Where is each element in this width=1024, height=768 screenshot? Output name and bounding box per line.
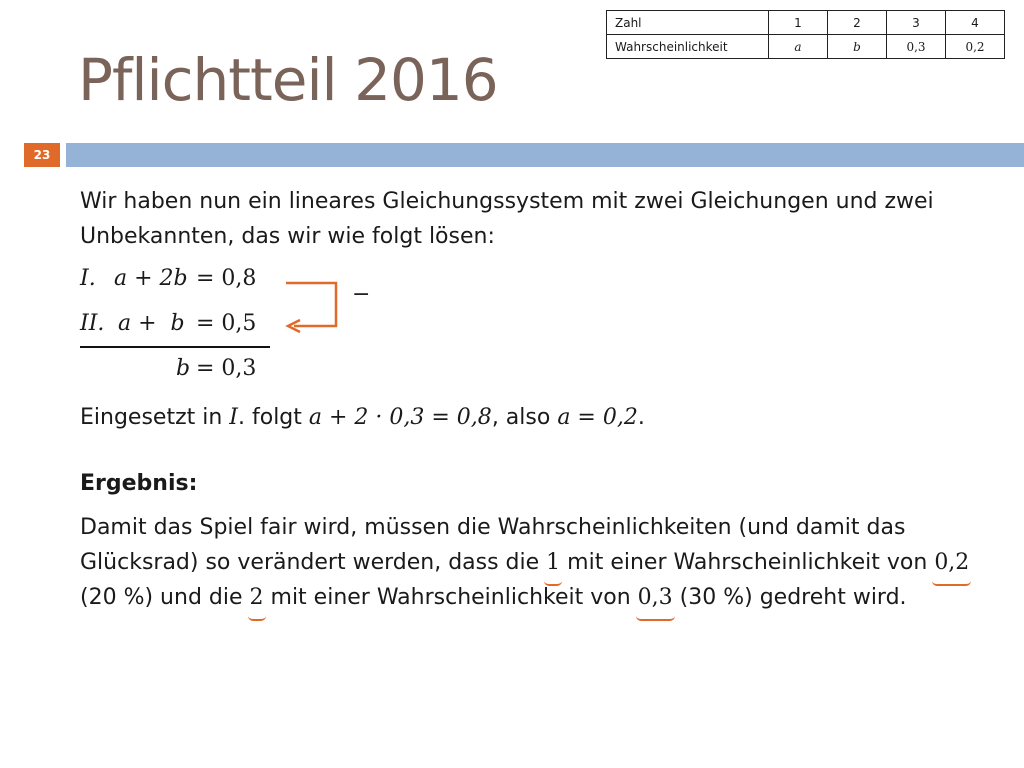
- substitution-also: , also: [491, 405, 558, 430]
- conclusion-part: mit einer Wahrscheinlichkeit von: [263, 585, 638, 610]
- header-bar: [66, 143, 1024, 167]
- eq2-label: II.: [80, 311, 105, 336]
- eq2-right: = 0,5: [196, 311, 257, 336]
- eq1-left: a + 2b: [114, 266, 188, 291]
- eq2-left: a + b: [118, 311, 185, 336]
- table-row: [607, 11, 1005, 35]
- value-0-2: 0,2: [934, 545, 969, 580]
- page-title: Pflichtteil 2016: [78, 46, 498, 114]
- table-cell: Wahrscheinlichkeit: [607, 35, 769, 59]
- conclusion-part: mit einer Wahrscheinlichkeit von: [560, 550, 935, 575]
- sum-line: [80, 346, 270, 348]
- number-one: 1: [546, 545, 560, 580]
- substitution-ref: I: [229, 405, 238, 430]
- conclusion-part: (20 %) und die: [80, 585, 250, 610]
- substitution-middle: . folgt: [238, 405, 309, 430]
- conclusion-part: (30 %) gedreht wird.: [672, 585, 907, 610]
- table-cell: 2: [828, 11, 887, 35]
- probability-table: [606, 10, 1005, 59]
- table-cell: 3: [887, 11, 946, 35]
- number-two: 2: [250, 580, 264, 615]
- intro-text: Wir haben nun ein lineares Gleichungssystem mit zwei Gleichungen und zwei Unbekannten, das wir wie folgt lösen:: [80, 189, 934, 249]
- conclusion-text: [80, 510, 970, 615]
- result-heading: Ergebnis:: [80, 471, 198, 496]
- conclusion-part: Damit das Spiel fair wird, müssen die Wahrscheinlichkeiten (und damit das Glücksrad) so verändert werden, dass die: [80, 515, 906, 575]
- result-left: b: [176, 356, 191, 381]
- substitution-result: a = 0,2: [557, 405, 638, 430]
- table-cell: Zahl: [607, 11, 769, 35]
- substitution-line: [80, 400, 1000, 435]
- table-cell: a: [769, 35, 828, 59]
- table-cell: 0,3: [887, 35, 946, 59]
- result-right: = 0,3: [196, 356, 257, 381]
- table-cell: 0,2: [946, 35, 1005, 59]
- substitution-end: .: [637, 405, 645, 430]
- substitution-expr: a + 2 · 0,3 = 0,8: [308, 405, 492, 430]
- table-cell: 1: [769, 11, 828, 35]
- table-cell: b: [828, 35, 887, 59]
- slide-number: 23: [24, 143, 60, 167]
- minus-operator: −: [352, 282, 371, 307]
- table-cell: 4: [946, 11, 1005, 35]
- eq1-right: = 0,8: [196, 266, 257, 291]
- substitution-prefix: Eingesetzt in: [80, 405, 230, 430]
- table-row: [607, 35, 1005, 59]
- value-0-3: 0,3: [638, 580, 673, 615]
- eq1-label: I.: [80, 266, 96, 291]
